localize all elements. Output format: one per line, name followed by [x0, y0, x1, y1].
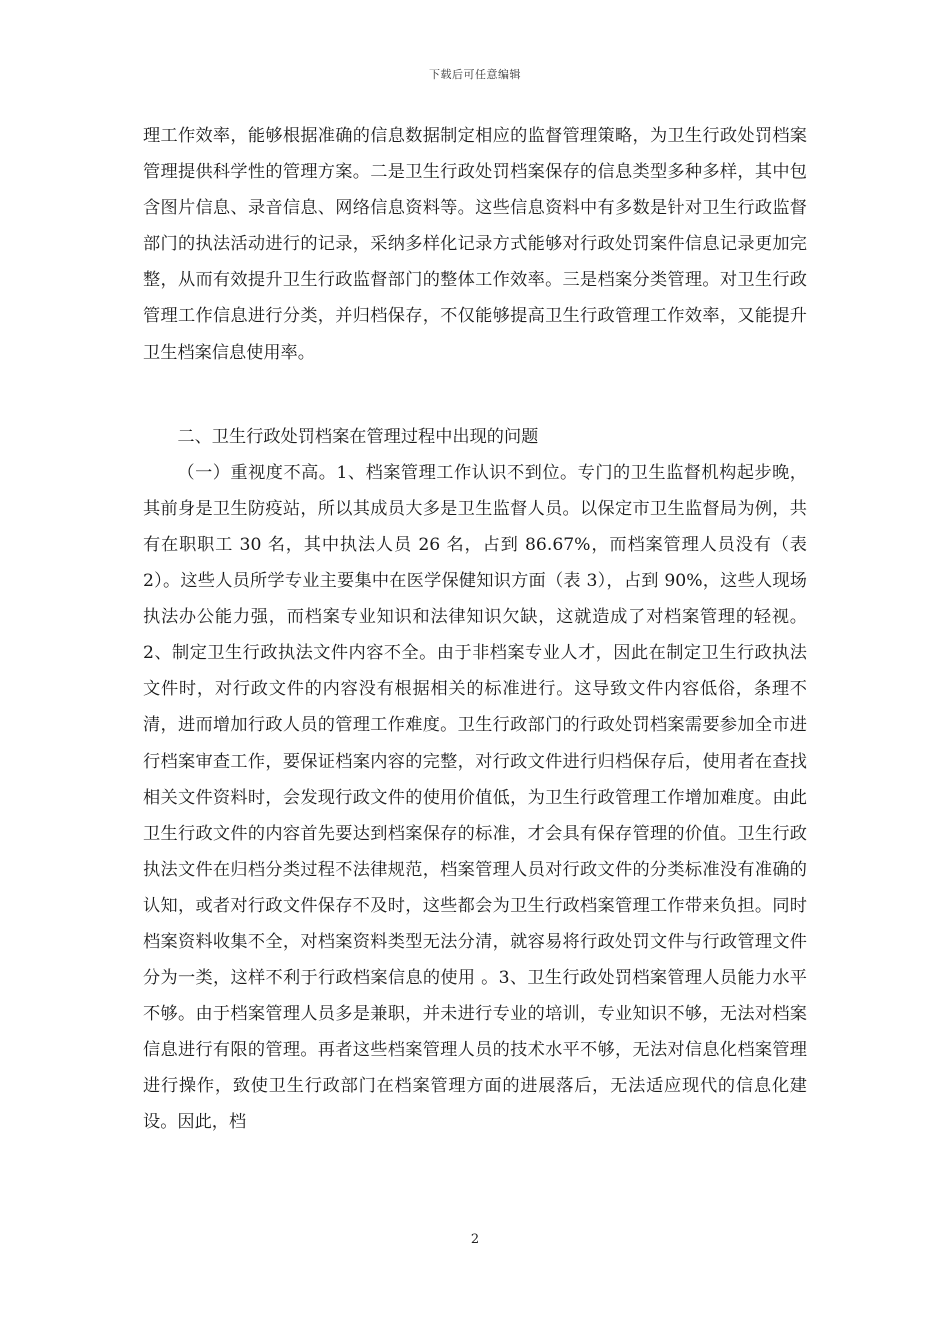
section-heading: 二、卫生行政处罚档案在管理过程中出现的问题 [177, 426, 539, 447]
body-paragraph-1: 理工作效率，能够根据准确的信息数据制定相应的监督管理策略，为卫生行政处罚档案管理提供科学性的管理方案。二是卫生行政处罚档案保存的信息类型多种多样，其中包含图片信息、录音信息、网络信息资料等。这些信息资料中有多数是针对卫生行政监督部门的执法活动进行的记录，采纳多样化记录方式能够对行政处罚案件信息记录更加完整，从而有效提升卫生行政监督部门的整体工作效率。三是档案分类管理。对卫生行政管理工作信息进行分类，并归档保存，不仅能够提高卫生行政管理工作效率，又能提升卫生档案信息使用率。 [143, 126, 807, 363]
page-number: 2 [470, 1232, 480, 1247]
document-body [143, 118, 807, 1141]
page-header: 下载后可任意编辑 [429, 68, 521, 81]
body-paragraph-2: （一）重视度不高。1、档案管理工作认识不到位。专门的卫生监督机构起步晚，其前身是卫生防疫站，所以其成员大多是卫生监督人员。以保定市卫生监督局为例，共有在职职工 30 名，其中执法人员 26 名，占到 86.67%，而档案管理人员没有（表 2）。这些人员所学专业主要集中在医学保健知识方面（表 3），占到 90%，这些人现场执法办公能力强，而档案专业知识和法律知识欠缺，这就造成了对档案管理的轻视。2、制定卫生行政执法文件内容不全。由于非档案专业人才，因此在制定卫生行政执法文件时，对行政文件的内容没有根据相关的标准进行。这导致文件内容低俗，条理不清，进而增加行政人员的管理工作难度。卫生行政部门的行政处罚档案需要参加全市进行档案审查工作，要保证档案内容的完整，对行政文件进行归档保存后，使用者在查找相关文件资料时，会发现行政文件的使用价值低，为卫生行政管理工作增加难度。由此卫生行政文件的内容首先要达到档案保存的标准，才会具有保存管理的价值。卫生行政执法文件在归档分类过程不法律规范，档案管理人员对行政文件的分类标准没有准确的认知，或者对行政文件保存不及时，这些都会为卫生行政档案管理工作带来负担。同时档案资料收集不全，对档案资料类型无法分清，就容易将行政处罚文件与行政管理文件分为一类，这样不利于行政档案信息的使用 。3、卫生行政处罚档案管理人员能力水平不够。由于档案管理人员多是兼职，并未进行专业的培训，专业知识不够，无法对档案信息进行有限的管理。再者这些档案管理人员的技术水平不够，无法对信息化档案管理进行操作，致使卫生行政部门在档案管理方面的进展落后，无法适应现代的信息化建设。因此，档 [143, 462, 807, 1133]
